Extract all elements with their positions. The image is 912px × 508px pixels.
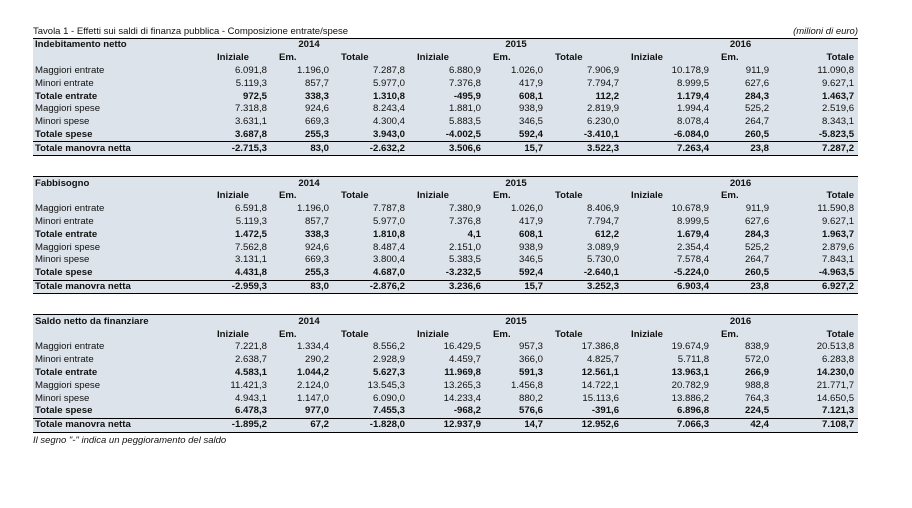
table-row — [33, 129, 858, 142]
value-cell: 4.825,7 — [587, 354, 620, 366]
value-cell: 5.627,3 — [373, 366, 406, 378]
value-cell: 4,1 — [467, 228, 482, 240]
value-cell: 10.178,9 — [671, 64, 710, 76]
value-cell: 1.994,4 — [677, 103, 710, 115]
value-cell: 1.147,0 — [296, 392, 329, 404]
value-cell: 346,5 — [519, 254, 544, 266]
value-cell: 83,0 — [271, 142, 333, 156]
value-cell: 11.969,8 — [444, 366, 482, 378]
value-cell: 7.376,8 — [449, 77, 482, 89]
year-header: 2015 — [409, 177, 623, 190]
value-cell: 264,7 — [745, 254, 770, 266]
value-cell: 3.252,3 — [547, 280, 623, 294]
year-header: 2016 — [623, 39, 858, 52]
row-label: Minori spese — [35, 116, 90, 128]
value-cell: -2.876,2 — [333, 280, 409, 294]
value-cell: -3.232,5 — [409, 267, 485, 280]
section-block — [33, 38, 858, 156]
data-table — [33, 38, 858, 156]
table-title: Tavola 1 - Effetti sui saldi di finanza pubblica - Composizione entrate/spese — [33, 26, 349, 37]
table-row — [33, 90, 858, 103]
column-header: Iniziale — [217, 328, 249, 340]
value-cell: 938,9 — [519, 241, 544, 253]
value-cell: 3.506,6 — [409, 142, 485, 156]
value-cell: 6.283,8 — [822, 354, 855, 366]
value-cell: 67,2 — [271, 418, 333, 432]
value-cell: 627,6 — [745, 215, 770, 227]
value-cell: 14.230,0 — [816, 366, 855, 378]
value-cell: 8.406,9 — [587, 203, 620, 215]
value-cell: 338,3 — [304, 228, 329, 240]
value-cell: 8.556,2 — [373, 341, 406, 353]
row-label: Totale spese — [33, 129, 209, 142]
value-cell: 6.091,8 — [234, 64, 267, 76]
value-cell: 957,3 — [519, 341, 544, 353]
value-cell: 592,4 — [485, 267, 547, 280]
value-cell: 2.354,4 — [677, 241, 710, 253]
value-cell: 1.026,0 — [511, 203, 544, 215]
value-cell: 880,2 — [519, 392, 544, 404]
value-cell: 338,3 — [304, 90, 329, 102]
value-cell: -1.895,2 — [209, 418, 271, 432]
column-header: Totale — [341, 328, 369, 340]
column-header: Totale — [341, 52, 369, 64]
value-cell: 8.999,5 — [677, 215, 710, 227]
value-cell: 14,7 — [485, 418, 547, 432]
column-header: Totale — [555, 190, 583, 202]
data-table — [33, 176, 858, 294]
table-row — [33, 354, 858, 367]
value-cell: 6.591,8 — [234, 203, 267, 215]
value-cell: 8.078,4 — [677, 116, 710, 128]
value-cell: 7.562,8 — [234, 241, 267, 253]
value-cell: 255,3 — [271, 129, 333, 142]
table-row — [33, 392, 858, 405]
value-cell: 911,9 — [745, 64, 770, 76]
value-cell: 7.843,1 — [822, 254, 855, 266]
table-row — [33, 241, 858, 254]
value-cell: 1.196,0 — [296, 203, 329, 215]
value-cell: 972,5 — [242, 90, 267, 102]
section-spacer — [33, 156, 858, 176]
column-header: Totale — [555, 328, 583, 340]
row-label: Minori spese — [35, 254, 90, 266]
value-cell: 11.590,8 — [817, 203, 855, 215]
value-cell: 5.730,0 — [587, 254, 620, 266]
value-cell: 857,7 — [304, 77, 329, 89]
table-row — [33, 203, 858, 216]
column-header: Iniziale — [417, 52, 450, 64]
value-cell: 525,2 — [745, 241, 770, 253]
value-cell: -1.828,0 — [333, 418, 409, 432]
year-header: 2014 — [209, 315, 409, 328]
value-cell: -4.963,5 — [773, 267, 858, 280]
value-cell: 1.810,8 — [373, 228, 406, 240]
value-cell: 14.650,5 — [816, 392, 855, 404]
year-header: 2016 — [623, 315, 858, 328]
value-cell: 3.943,0 — [333, 129, 409, 142]
sections-container — [33, 38, 858, 433]
value-cell: -6.084,0 — [623, 129, 713, 142]
value-cell: 1.963,7 — [822, 228, 855, 240]
value-cell: 366,0 — [519, 354, 544, 366]
value-cell: 112,2 — [595, 90, 620, 102]
value-cell: 608,1 — [519, 228, 544, 240]
column-header: Em. — [279, 190, 297, 202]
table-row — [33, 418, 858, 432]
section-block — [33, 314, 858, 432]
value-cell: 1.044,2 — [296, 366, 329, 378]
column-header: Totale — [826, 190, 855, 202]
section-header-row — [33, 315, 858, 328]
value-cell: 612,2 — [595, 228, 620, 240]
value-cell: 16.429,5 — [443, 341, 482, 353]
column-header: Totale — [826, 52, 855, 64]
value-cell: 1.196,0 — [296, 64, 329, 76]
value-cell: 525,2 — [745, 103, 770, 115]
value-cell: 11.421,3 — [230, 379, 267, 391]
section-spacer — [33, 294, 858, 314]
value-cell: 13.265,3 — [443, 379, 482, 391]
value-cell: 2.124,0 — [296, 379, 329, 391]
row-label: Totale manovra netta — [33, 142, 209, 156]
value-cell: 576,6 — [485, 405, 547, 418]
value-cell: 977,0 — [271, 405, 333, 418]
value-cell: 8.999,5 — [677, 77, 710, 89]
value-cell: 5.977,0 — [373, 77, 406, 89]
value-cell: 417,9 — [519, 77, 544, 89]
value-cell: 3.631,1 — [234, 116, 267, 128]
value-cell: 290,2 — [304, 354, 329, 366]
row-label: Minori entrate — [35, 215, 94, 227]
row-label: Totale entrate — [35, 228, 98, 240]
value-cell: 764,3 — [745, 392, 770, 404]
value-cell: 591,3 — [519, 366, 544, 378]
value-cell: 19.674,9 — [671, 341, 710, 353]
table-row — [33, 116, 858, 129]
value-cell: 5.711,8 — [677, 354, 710, 366]
column-header: Em. — [493, 328, 511, 340]
value-cell: 20.513,8 — [816, 341, 855, 353]
value-cell: 4.431,8 — [209, 267, 271, 280]
section-header-row — [33, 39, 858, 52]
table-row — [33, 379, 858, 392]
value-cell: 23,8 — [713, 142, 773, 156]
value-cell: 3.131,1 — [234, 254, 267, 266]
unit-label: (milioni di euro) — [793, 26, 858, 37]
value-cell: 5.119,3 — [235, 215, 267, 227]
value-cell: 7.578,4 — [677, 254, 710, 266]
value-cell: 15,7 — [485, 280, 547, 294]
value-cell: 8.343,1 — [822, 116, 855, 128]
value-cell: 284,3 — [745, 90, 770, 102]
value-cell: 2.151,0 — [449, 241, 482, 253]
column-header: Iniziale — [217, 52, 249, 64]
value-cell: 4.583,1 — [234, 366, 267, 378]
column-header: Iniziale — [417, 328, 450, 340]
value-cell: 4.943,1 — [234, 392, 267, 404]
table-row — [33, 405, 858, 418]
value-cell: 7.787,8 — [373, 203, 406, 215]
value-cell: 1.334,4 — [296, 341, 329, 353]
value-cell: 7.221,8 — [234, 341, 267, 353]
value-cell: 572,0 — [745, 354, 770, 366]
value-cell: 669,3 — [304, 254, 329, 266]
table-row — [33, 367, 858, 380]
value-cell: 7.794,7 — [587, 77, 620, 89]
value-cell: 2.519,6 — [822, 103, 855, 115]
table-row — [33, 103, 858, 116]
value-cell: 2.638,7 — [234, 354, 267, 366]
value-cell: 2.819,9 — [587, 103, 620, 115]
value-cell: -2.632,2 — [333, 142, 409, 156]
value-cell: 6.903,4 — [623, 280, 713, 294]
row-label: Totale entrate — [35, 90, 98, 102]
section-header-row — [33, 177, 858, 190]
value-cell: 13.963,1 — [671, 366, 710, 378]
table-row — [33, 341, 858, 354]
column-header-row — [33, 52, 858, 65]
row-label: Maggiori entrate — [35, 203, 105, 215]
value-cell: 5.883,5 — [449, 116, 482, 128]
value-cell: 3.089,9 — [587, 241, 620, 253]
value-cell: 2.879,6 — [822, 241, 855, 253]
column-header: Totale — [826, 328, 855, 340]
value-cell: 3.800,4 — [373, 254, 406, 266]
value-cell: 15,7 — [485, 142, 547, 156]
value-cell: 6.896,8 — [623, 405, 713, 418]
value-cell: 592,4 — [485, 129, 547, 142]
value-cell: 8.243,4 — [373, 103, 406, 115]
column-header: Totale — [341, 190, 369, 202]
value-cell: -5.224,0 — [623, 267, 713, 280]
value-cell: 7.287,2 — [773, 142, 858, 156]
row-label: Maggiori entrate — [35, 64, 105, 76]
row-label: Totale manovra netta — [33, 418, 209, 432]
value-cell: 4.300,4 — [373, 116, 406, 128]
column-header: Iniziale — [631, 190, 664, 202]
value-cell: 1.026,0 — [511, 64, 544, 76]
value-cell: 5.977,0 — [373, 215, 406, 227]
table-row — [33, 77, 858, 90]
column-header: Iniziale — [417, 190, 450, 202]
value-cell: 12.952,6 — [547, 418, 623, 432]
column-header-row — [33, 328, 858, 341]
column-header: Em. — [721, 190, 739, 202]
value-cell: 988,8 — [745, 379, 770, 391]
value-cell: 12.561,1 — [581, 366, 620, 378]
value-cell: 1.456,8 — [511, 379, 544, 391]
value-cell: -5.823,5 — [773, 129, 858, 142]
value-cell: 9.627,1 — [822, 77, 855, 89]
column-header: Iniziale — [631, 328, 664, 340]
section-title: Fabbisogno — [33, 177, 209, 190]
value-cell: 627,6 — [745, 77, 770, 89]
column-header: Em. — [279, 52, 297, 64]
value-cell: 21.771,7 — [816, 379, 855, 391]
row-label: Maggiori spese — [35, 379, 101, 391]
row-label: Totale spese — [33, 267, 209, 280]
value-cell: 417,9 — [519, 215, 544, 227]
table-caption — [33, 26, 858, 38]
column-header: Iniziale — [631, 52, 664, 64]
table-row — [33, 216, 858, 229]
table-row — [33, 65, 858, 78]
value-cell: 6.927,2 — [773, 280, 858, 294]
value-cell: -2.959,3 — [209, 280, 271, 294]
column-header: Iniziale — [217, 190, 249, 202]
value-cell: 3.687,8 — [209, 129, 271, 142]
value-cell: 20.782,9 — [671, 379, 710, 391]
value-cell: 5.383,5 — [449, 254, 482, 266]
value-cell: 7.906,9 — [587, 64, 620, 76]
value-cell: 3.236,6 — [409, 280, 485, 294]
value-cell: 7.121,3 — [773, 405, 858, 418]
table-row — [33, 267, 858, 280]
value-cell: 938,9 — [519, 103, 544, 115]
value-cell: 17.386,8 — [581, 341, 620, 353]
value-cell: 7.318,8 — [234, 103, 267, 115]
value-cell: 7.376,8 — [449, 215, 482, 227]
value-cell: 7.455,3 — [333, 405, 409, 418]
section-title: Saldo netto da finanziare — [33, 315, 209, 328]
row-label: Maggiori entrate — [35, 341, 105, 353]
section-block — [33, 176, 858, 294]
footnote: Il segno "-" indica un peggioramento del saldo — [33, 434, 227, 446]
value-cell: 260,5 — [713, 129, 773, 142]
value-cell: 6.090,0 — [373, 392, 406, 404]
value-cell: 346,5 — [519, 116, 544, 128]
value-cell: 911,9 — [745, 203, 770, 215]
value-cell: 4.459,7 — [449, 354, 482, 366]
value-cell: 264,7 — [745, 116, 770, 128]
value-cell: -968,2 — [409, 405, 485, 418]
column-header: Em. — [279, 328, 297, 340]
table-row — [33, 142, 858, 156]
value-cell: 838,9 — [745, 341, 770, 353]
value-cell: 1.179,4 — [677, 90, 710, 102]
column-header: Em. — [721, 328, 739, 340]
value-cell: 13.545,3 — [367, 379, 406, 391]
row-label: Totale entrate — [35, 366, 98, 378]
empty-cell — [33, 52, 209, 65]
value-cell: 7.066,3 — [623, 418, 713, 432]
value-cell: 7.794,7 — [587, 215, 620, 227]
year-header: 2016 — [623, 177, 858, 190]
value-cell: 608,1 — [519, 90, 544, 102]
value-cell: 9.627,1 — [822, 215, 855, 227]
report-document — [33, 26, 858, 446]
value-cell: 669,3 — [304, 116, 329, 128]
value-cell: -3.410,1 — [547, 129, 623, 142]
value-cell: 6.478,3 — [209, 405, 271, 418]
value-cell: 1.463,7 — [822, 90, 855, 102]
value-cell: 260,5 — [713, 267, 773, 280]
value-cell: 11.090,8 — [817, 64, 855, 76]
value-cell: 7.108,7 — [773, 418, 858, 432]
row-label: Maggiori spese — [35, 241, 101, 253]
year-header: 2015 — [409, 315, 623, 328]
value-cell: 5.119,3 — [235, 77, 267, 89]
data-table — [33, 314, 858, 432]
value-cell: -4.002,5 — [409, 129, 485, 142]
value-cell: 3.522,3 — [547, 142, 623, 156]
table-row — [33, 254, 858, 267]
value-cell: 6.880,9 — [449, 64, 482, 76]
value-cell: 13.886,2 — [671, 392, 710, 404]
value-cell: 7.263,4 — [623, 142, 713, 156]
column-header: Em. — [493, 52, 511, 64]
value-cell: 6.230,0 — [587, 116, 620, 128]
value-cell: 8.487,4 — [373, 241, 406, 253]
row-label: Maggiori spese — [35, 103, 101, 115]
value-cell: 924,6 — [304, 103, 329, 115]
row-label: Minori entrate — [35, 77, 94, 89]
value-cell: 1.881,0 — [449, 103, 482, 115]
value-cell: 1.679,4 — [677, 228, 710, 240]
value-cell: 7.287,8 — [373, 64, 406, 76]
column-header: Totale — [555, 52, 583, 64]
year-header: 2015 — [409, 39, 623, 52]
value-cell: 10.678,9 — [671, 203, 710, 215]
row-label: Totale spese — [33, 405, 209, 418]
value-cell: 15.113,6 — [582, 392, 620, 404]
table-row — [33, 228, 858, 241]
value-cell: 23,8 — [713, 280, 773, 294]
value-cell: -2.715,3 — [209, 142, 271, 156]
row-label: Minori entrate — [35, 354, 94, 366]
empty-cell — [33, 190, 209, 203]
empty-cell — [33, 328, 209, 341]
value-cell: 7.380,9 — [449, 203, 482, 215]
row-label: Totale manovra netta — [33, 280, 209, 294]
value-cell: -2.640,1 — [547, 267, 623, 280]
column-header: Em. — [721, 52, 739, 64]
value-cell: 857,7 — [304, 215, 329, 227]
value-cell: -391,6 — [547, 405, 623, 418]
year-header: 2014 — [209, 39, 409, 52]
value-cell: 1.472,5 — [234, 228, 267, 240]
value-cell: 2.928,9 — [373, 354, 406, 366]
value-cell: 42,4 — [713, 418, 773, 432]
value-cell: 12.937,9 — [409, 418, 485, 432]
value-cell: -495,9 — [453, 90, 482, 102]
value-cell: 224,5 — [713, 405, 773, 418]
year-header: 2014 — [209, 177, 409, 190]
value-cell: 924,6 — [304, 241, 329, 253]
row-label: Minori spese — [35, 392, 90, 404]
value-cell: 14.233,4 — [443, 392, 482, 404]
table-row — [33, 280, 858, 294]
value-cell: 4.687,0 — [333, 267, 409, 280]
value-cell: 14.722,1 — [581, 379, 620, 391]
column-header-row — [33, 190, 858, 203]
value-cell: 83,0 — [271, 280, 333, 294]
column-header: Em. — [493, 190, 511, 202]
value-cell: 284,3 — [745, 228, 770, 240]
value-cell: 1.310,8 — [373, 90, 406, 102]
section-title: Indebitamento netto — [33, 39, 209, 52]
value-cell: 266,9 — [745, 366, 770, 378]
value-cell: 255,3 — [271, 267, 333, 280]
